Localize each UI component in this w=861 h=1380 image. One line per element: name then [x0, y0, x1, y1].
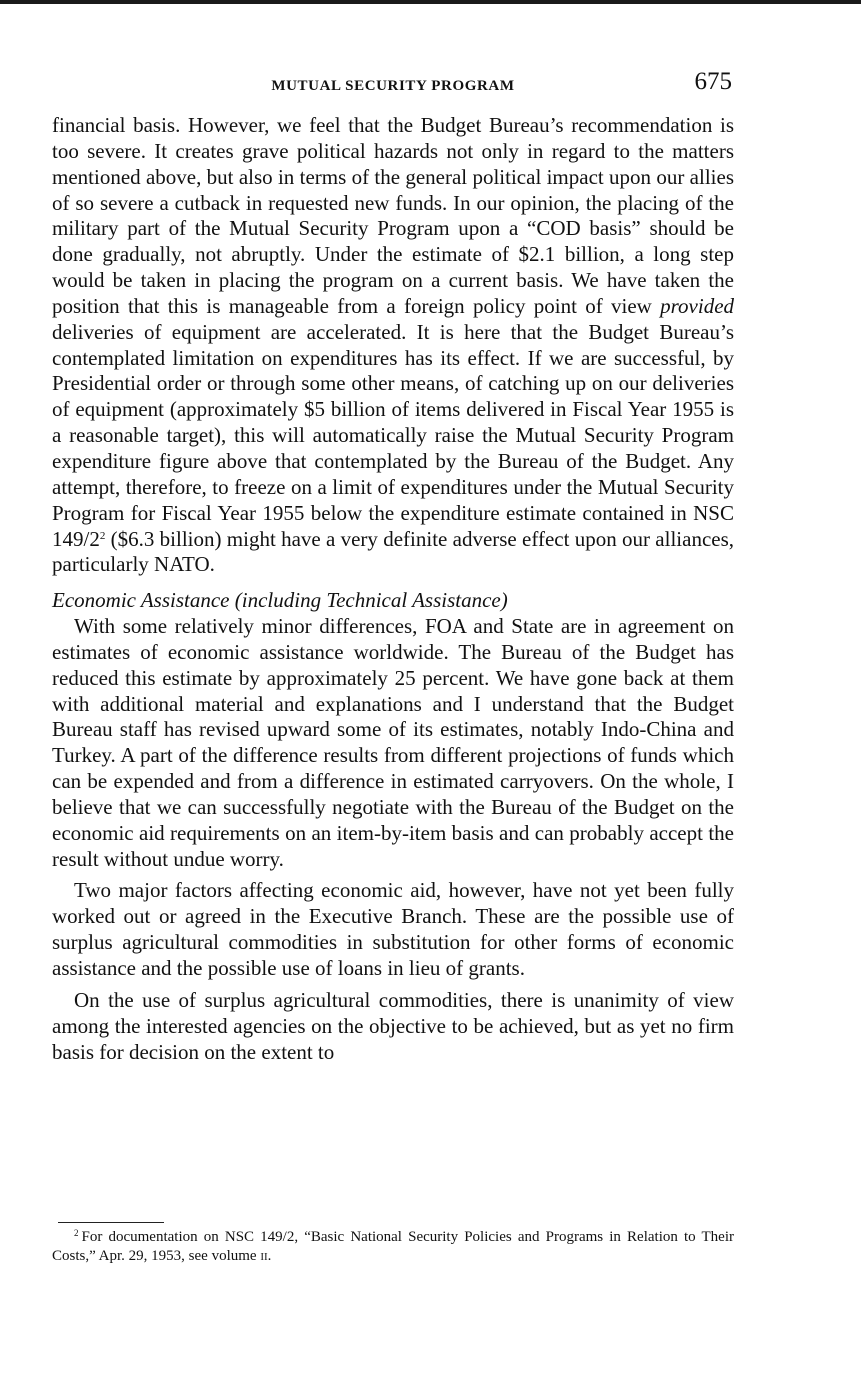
paragraph-text: deliveries of equipment are accelerated. It is here that the Budget Bureau’s contemplated limitation on expenditures has its effect. If we are successful, by Presidential order or through some other means, of catching up on our deliveries of equipment (approximately $5 billion of items delivered in Fiscal Year 1955 is a reasonable target), this will automatically raise the Mutual Security Program expenditure figure above that contemplated by the Bureau of the Budget. Any attempt, therefore, to freeze on a limit of expenditures under the Mutual Security Program for Fiscal Year 1955 below the expenditure estimate contained in NSC 149/2 — [52, 319, 734, 551]
footnote-separator — [58, 1222, 164, 1223]
section-heading-economic-assistance: Economic Assistance (including Technical Assistance) — [52, 588, 508, 613]
footnote-marker: 2 — [74, 1228, 79, 1238]
paragraph-text: ($6.3 billion) might have a very definite adverse effect upon our alliances, particularly NATO. — [52, 526, 735, 577]
paragraph-economic-estimates: With some relatively minor differences, FOA and State are in agreement on estimates of economic assistance worldwide. The Bureau of the Budget has reduced this estimate by approximately 25 percent. We have gone back at them with additional material and explanations and I understand that the Budget Bureau staff has revised upward some of its estimates, notably Indo-China and Turkey. A part of the difference results from different projections of funds which can be expended and from a difference in estimated carryovers. On the whole, I believe that we can successfully negotiate with the Bureau of the Budget on the economic aid requirements on an item-by-item basis and can probably accept the result without undue worry. — [52, 614, 734, 871]
footnote-2 — [52, 1228, 734, 1266]
page-number: 675 — [694, 68, 732, 95]
paragraph-military-assistance-continued — [52, 113, 734, 578]
page-top-edge — [0, 0, 861, 4]
running-header — [52, 68, 734, 100]
paragraph-major-factors: Two major factors affecting economic aid, however, have not yet been fully worked out or agreed in the Executive Branch. These are the possible use of surplus agricultural commodities in substitution for other forms of economic assistance and the possible use of loans in lieu of grants. — [52, 878, 734, 980]
paragraph-text: financial basis. However, we feel that the Budget Bureau’s recommendation is too severe. It creates grave political hazards not only in regard to the matters mentioned above, but also in terms of the general political impact upon our allies of so severe a cutback in requested new funds. In our opinion, the placing of the military part of the Mutual Security Program upon a “COD basis” should be done gradually, not abruptly. Under the estimate of $2.1 billion, a long step would be taken in placing the program on a current basis. We have taken the position that this is manageable from a foreign policy point of view — [52, 113, 734, 318]
page-body — [52, 113, 734, 1065]
footnote-end: . — [267, 1248, 272, 1264]
paragraph-surplus-commodities: On the use of surplus agricultural commodities, there is unanimity of view among the interested agencies on the objective to be achieved, but as yet no firm basis for decision on the extent to — [52, 987, 734, 1064]
running-title: MUTUAL SECURITY PROGRAM — [271, 78, 515, 94]
footnote-volume: ii — [260, 1248, 268, 1264]
footnote-text: For documentation on NSC 149/2, “Basic National Security Policies and Programs in Relation to Their Costs,” Apr. 29, 1953, see volume — [52, 1229, 734, 1264]
emphasis-provided: provided — [660, 293, 735, 318]
footnote-reference: 2 — [99, 529, 106, 542]
